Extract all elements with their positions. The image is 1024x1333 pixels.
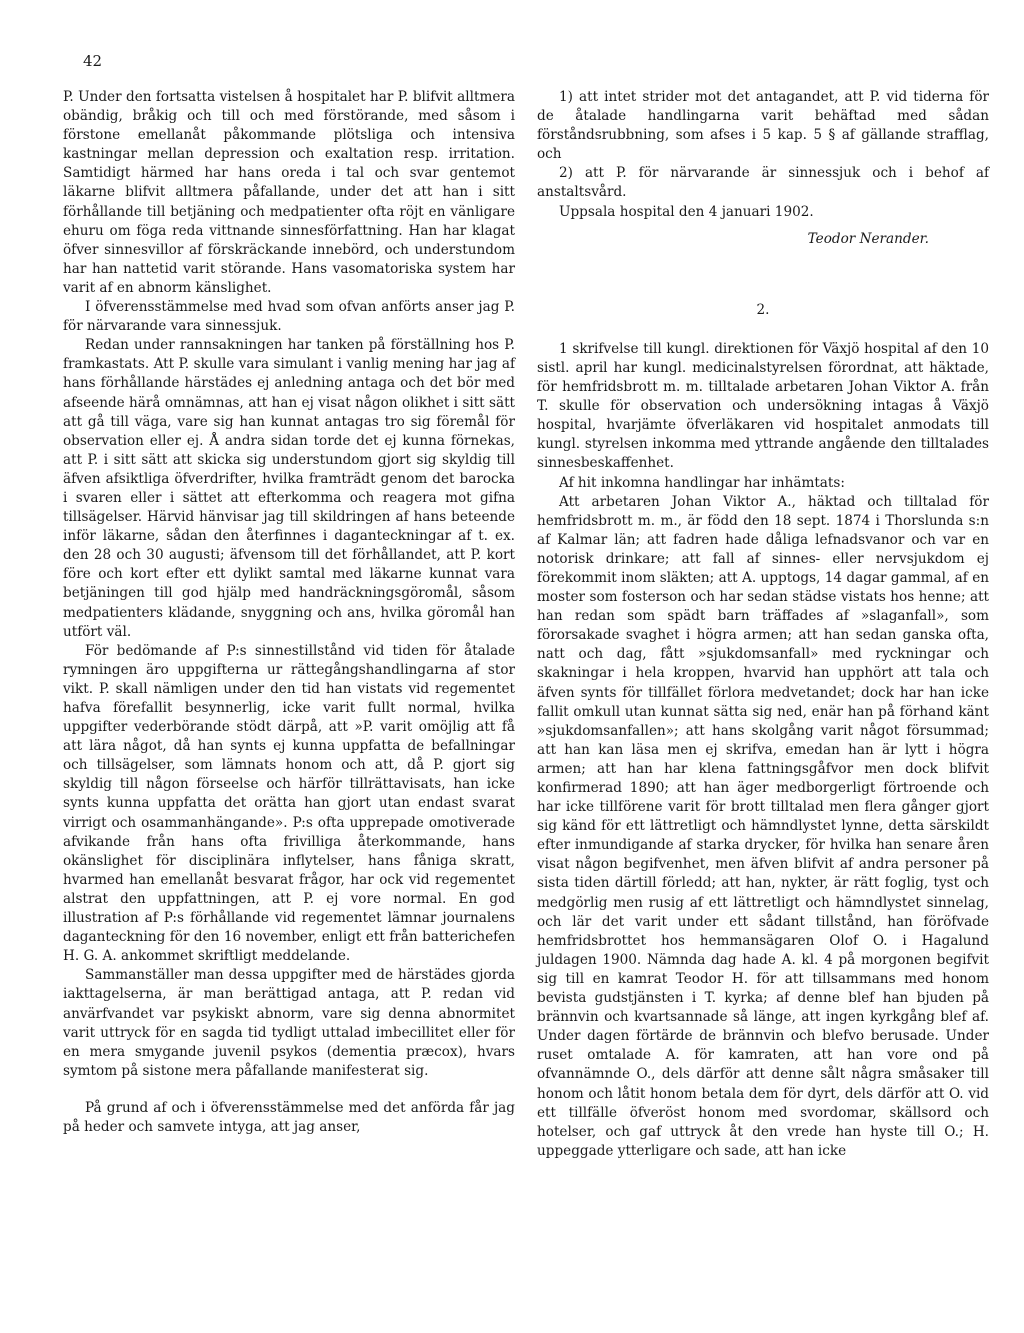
paragraph-gap xyxy=(63,1081,515,1099)
paragraph: Att arbetaren Johan Viktor A., häktad och tilltalad för hemfridsbrott m. m., är född den 18 sept. 1874 i Thorslunda s:n af Kalmar län; att fadren hade dåliga lefnadsvanor och var en notorisk drinkare; att fall af sinnes- eller nervsjukdom ej förekommit inom släkten; att A. upptogs, 14 dagar gammal, af en moster som fosterson och har sedan städse vistats hos henne; att han redan som spädt barn träffades af »slaganfall», som förorsakade svaghet i högra armen; att han sedan ganska ofta, natt och dag, fått »sjukdomsanfall» med ryckningar och skakningar i hela kroppen, hvarvid han upphört att tala och äfven synts för tillfället förlora medvetandet; dock har han icke fallit omkull utan kunnat sätta sig ned, enär han på förhand känt »sjukdomsanfallen»; att hans skolgång varit något försummad; att han kan läsa men ej skrifva, emedan han är lytt i högra armen; att han har klena fattningsgåfvor men dock blifvit konfirmerad 1890; att han äger medborgerligt förtroende och har icke tillförene varit för brott tilltalad men flera gånger gjort sig känd för ett lättretligt och hämndlystet lynne, detta särskildt efter inmundigande af starka drycker, för hvilka han senare åren visat någon begifvenhet, men äfven blifvit af andra personer på sista tiden därtill förledd; att han, nykter, är rätt foglig, tyst och medgörlig men rusig af ett lättretligt och hämndlystet sinnelag, och lär det varit under ett sådant tillstånd, han föröfvade hemfridsbrottet hos hemmansägaren Olof O. i Hagalund juldagen 1900. Nämnda dag hade A. kl. 4 på morgonen begifvit sig till en kamrat Teodor H. för att tillsammans med honom bevista gudstjänsten i T. kyrka; af denne blef han bjuden på brännvin och kvartsannade så länge, att ingen kyrkgång blef af. Under dagen förtärde de brännvin och blefvo berusade. Under ruset omtalade A. för kamraten, att han vore ond på ofvannämnde O., dels därför att denne sålt några småsaker till honom och låtit honom betala dem för dyrt, dels därför att O. vid ett tillfälle öfveröst honom med svordomar, skällsord och hotelser, och gaf uttryck åt den vrede han hyste till O.; H. uppeggade ytterligare och sade, att han icke xyxy=(537,493,989,1159)
paragraph: I öfverensstämmelse med hvad som ofvan anförts anser jag P. för närvarande vara sinnessjuk. xyxy=(63,299,515,335)
paragraph: 1 skrifvelse till kungl. direktionen för Växjö hospital af den 10 sistl. april har kungl. medicinalstyrelsen förordnat, att häktade, för hemfridsbrott m. m. tilltalade arbetaren Johan Viktor A. från T. skulle för observation och undersökning intagas å Växjö hospital, hvarjämte öfverläkaren vid hospitalet anmodats till kungl. styrelsen inkomma med yttrande angående den tilltalades sinnesbeskaffenhet. xyxy=(537,340,989,472)
paragraph: P. Under den fortsatta vistelsen å hospitalet har P. blifvit alltmera obändig, bråkig och till och med förstörande, med såsom i förstone emellanåt påkommande plötsliga och intensiva kastningar mellan depression och exaltation resp. irritation. Samtidigt härmed har hans oreda i tal och svar gentemot läkarne blifvit alltmera påfallande, under det att han i sitt förhållande till betjäning och medpatienter ofta röjt en vänligare ehuru om föga reda vittnande sinnesförfattning. Han har klagat öfver sinnesvillor af förskräckande innebörd, och understundom har han nattetid varit störande. Hans vasomatoriska system har varit af en abnorm känslighet. xyxy=(63,89,515,296)
paragraph: För bedömande af P:s sinnestillstånd vid tiden för åtalade rymningen äro uppgifterna ur rättegångshandlingarna af stor vikt. P. skall nämligen under den tid han vistats vid regementet hafva förefallit besynnerlig, icke varit fullt normal, hvilka uppgifter vederbörande stödt därpå, att »P. varit omöjlig att få att lära något, då han synts ej kunna uppfatta de befallningar och tillsägelser, som lämnats honom och att, då P. gjort sig skyldig till någon förseelse och härför tillrättavisats, han icke synts kunna uppfatta det orätta han gjort utan endast svarat virrigt och osammanhängande». P:s ofta upprepade omotiverade afvikande från hans ofta frivilliga återkommande, hans okänslighet för disciplinära inflytelser, hans fåniga skratt, hvarmed han emellanåt besvarat frågor, har ock vid regementet alstrat den uppfattningen, att P. ej vore normal. En god illustration af P:s förhållande vid regementet lämnar journalens daganteckning för den 16 november, enligt ett från batterichefen H. G. A. ankommet skriftligt meddelande. xyxy=(63,642,515,965)
conclusion-item-2: 2) att P. för närvarande är sinnessjuk och i behof af anstaltsvård. xyxy=(537,165,989,201)
paragraph: På grund af och i öfverensstämmelse med det anförda får jag på heder och samvete intyga, att jag anser, xyxy=(63,1099,515,1135)
place-date: Uppsala hospital den 4 januari 1902. xyxy=(559,203,814,220)
paragraph: Sammanställer man dessa uppgifter med de härstädes gjorda iakttagelserna, är man berättigad antaga, att P. redan vid anvärfvandet var psykiskt abnorm, vare sig denna abnormitet varit uttryck för en sagda tid tydligt uttalad imbecillitet eller för en mera smygande juvenil psykos (dementia præcox), hvars symtom på sistone mera påfallande manifesterat sig. xyxy=(63,967,515,1079)
paragraph: Redan under rannsakningen har tanken på förställning hos P. framkastats. Att P. skulle vara simulant i vanlig mening har jag af hans förhållande härstädes ej anledning antaga och det bör med afseende härå omnämnas, att han ej visat någon olikhet i sitt sätt att gå till väga, vare sig han kunnat antagas tro sig föremål för observation eller ej. Å andra sidan torde det ej kunna förnekas, att P. i sitt sätt att skicka sig understundom gjort sig skyldig till äfven afsiktliga öfverdrifter, hvilka framträdt genom det barocka i svaren eller i sättet att efterkomma och reagera mot gifna tillsägelser. Härvid hänvisar jag till skildringen af hans beteende inför läkarne, sådan den återfinnes i daganteckningar af t. ex. den 28 och 30 augusti; äfvensom till det förhållandet, att P. kort före och kort efter ett dylikt samtal med läkarne kunnat vara betjäningen till god hjälp med handräckningsgöromål, såsom medpatienters klädande, snyggning och ans, hvilka göromål han utfört väl. xyxy=(63,337,515,640)
left-column xyxy=(63,88,515,1137)
right-column xyxy=(537,88,989,1161)
signature: Teodor Nerander. xyxy=(807,230,929,247)
page-number: 42 xyxy=(83,52,103,70)
conclusion-item-1: 1) att intet strider mot det antagandet, att P. vid tiderna för de åtalade handlingarna varit behäftad med sådan förståndsrubbning, som afses i 5 kap. 5 § af gällande strafflag, och xyxy=(537,89,989,163)
section-number: 2. xyxy=(756,301,770,318)
paragraph: Af hit inkomna handlingar har inhämtats: xyxy=(559,474,845,491)
